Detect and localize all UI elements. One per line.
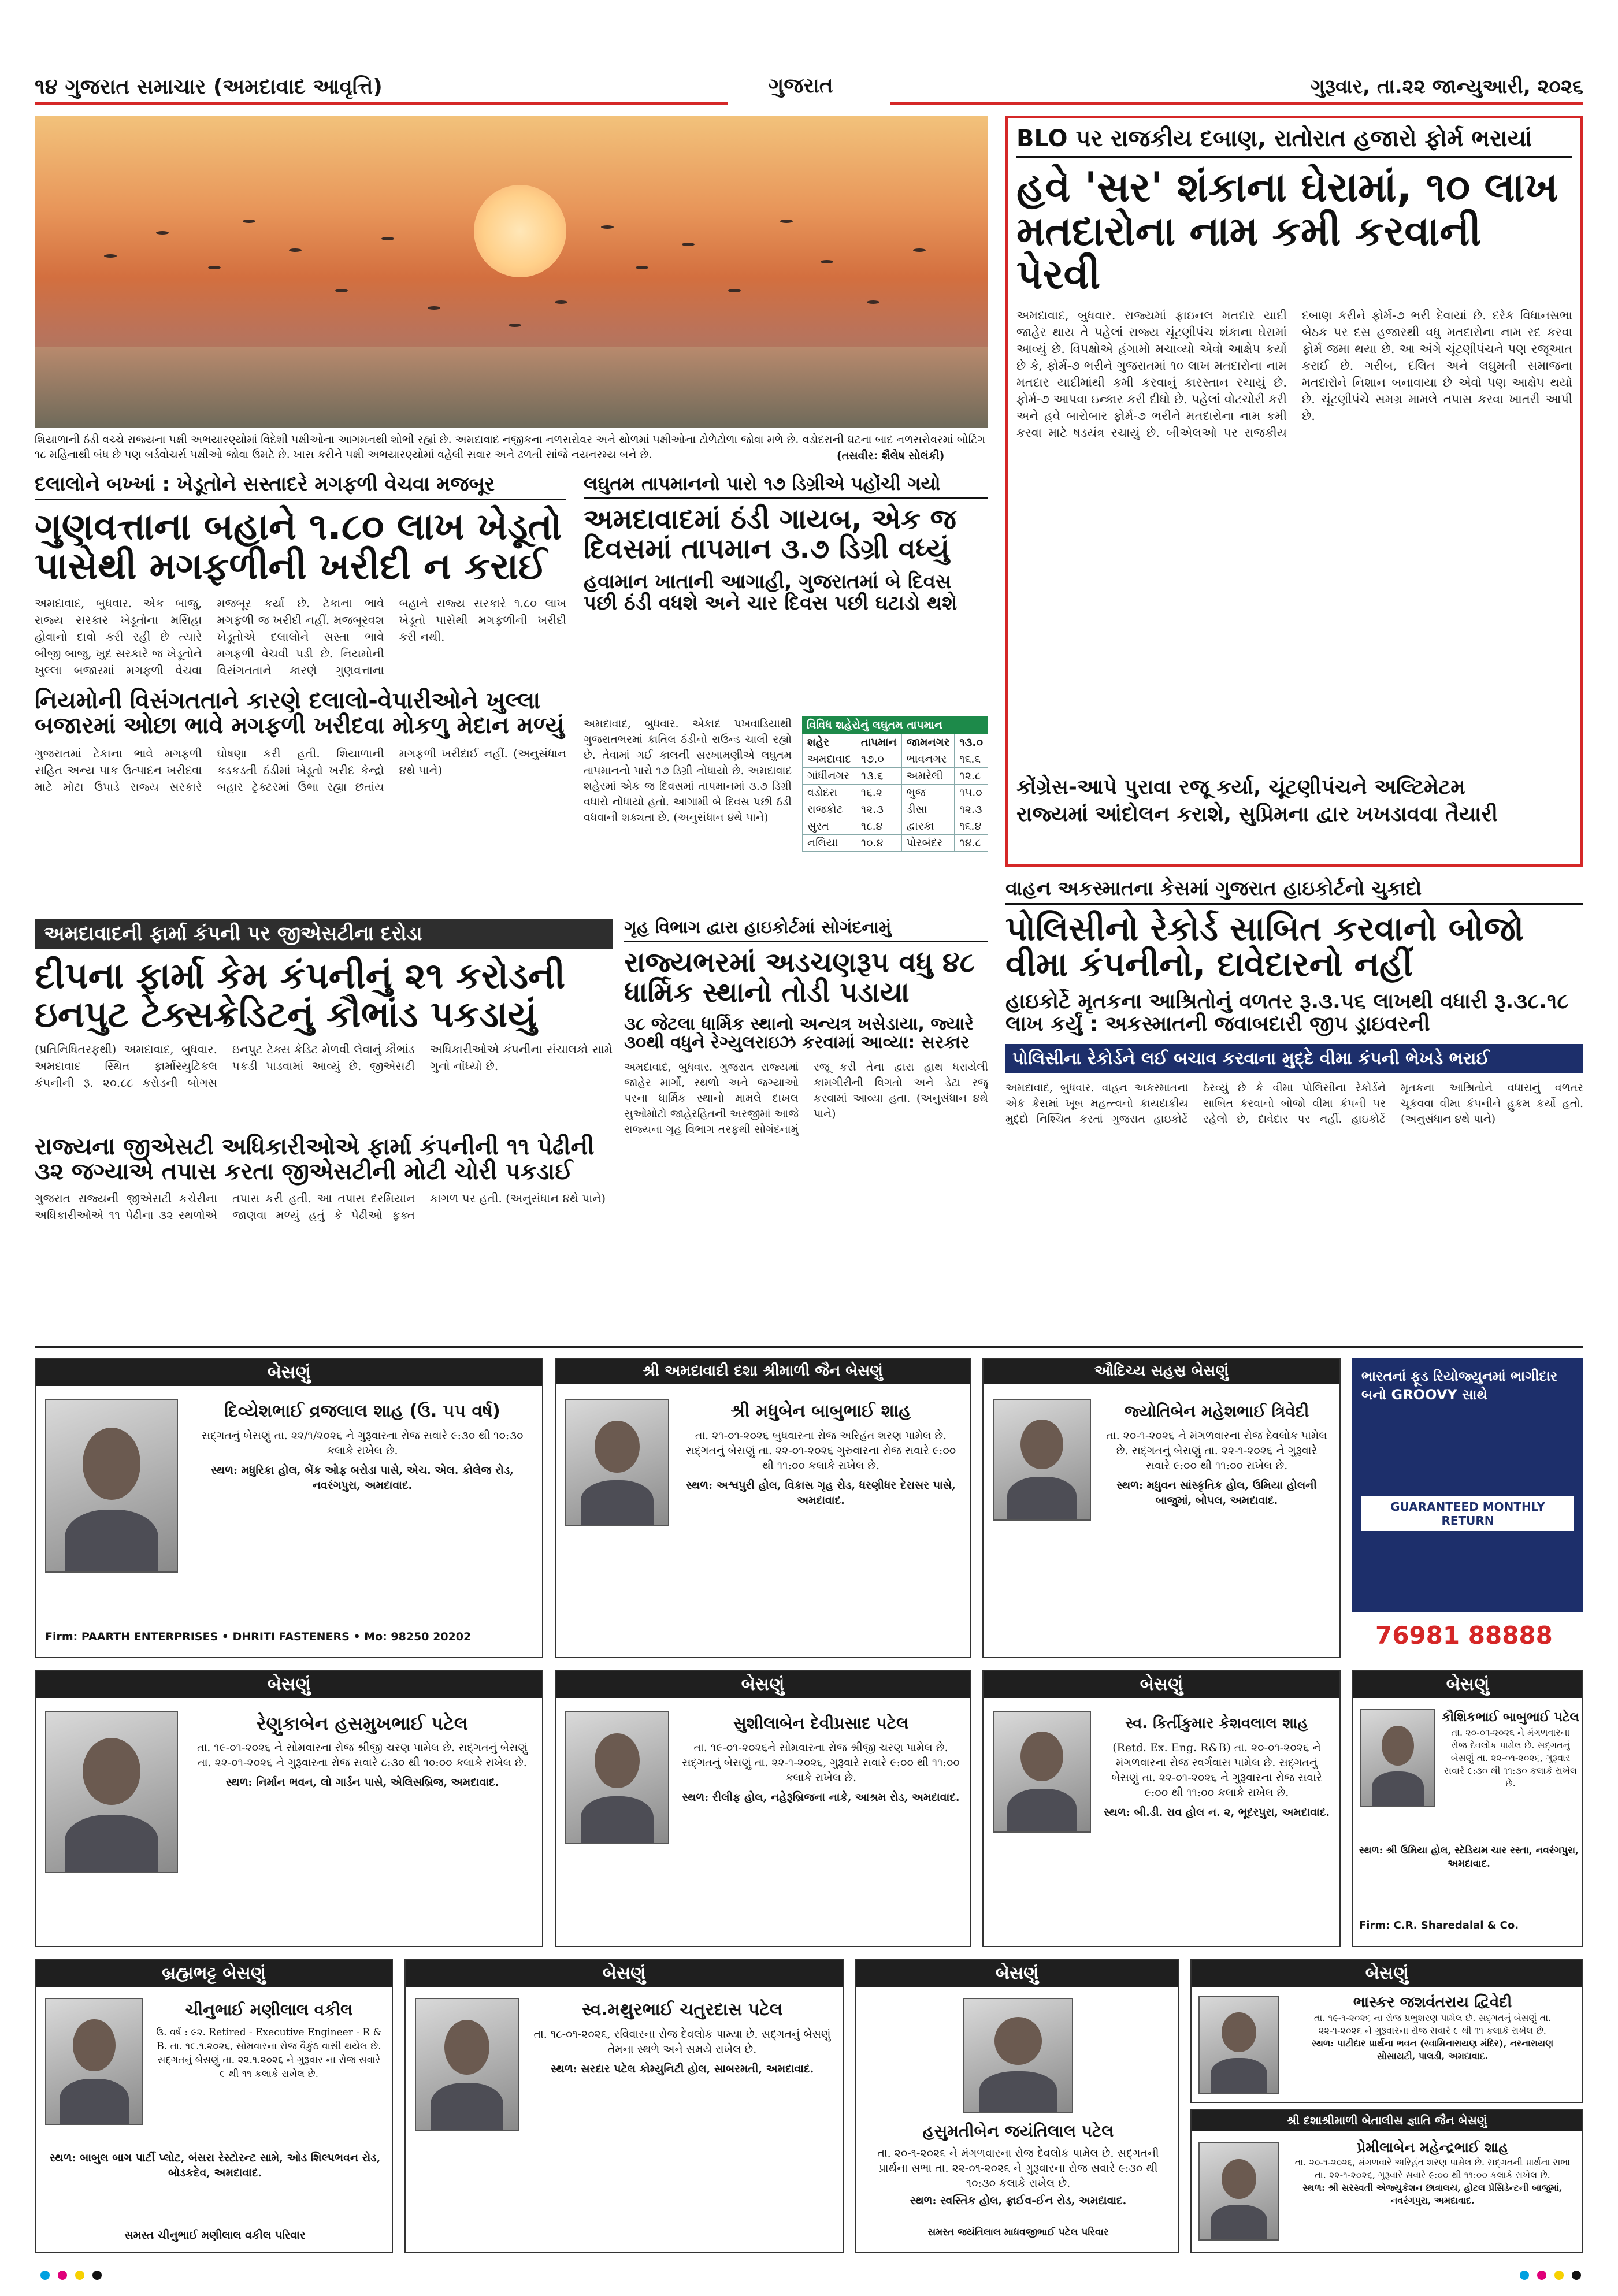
sun-image <box>474 185 566 277</box>
masthead <box>35 68 1583 103</box>
religious-subhead: ૩૮ જેટલા ધાર્મિક સ્થાનો અન્યત્ર ખસેડાયા, જ્યારે ૩૦થી વધુને રેગ્યુલરાઇઝ કરવામાં આવ્યા: સરકાર <box>624 1014 974 1053</box>
temperature-cell: ૧૫.૦ <box>955 785 988 801</box>
portrait-photo <box>993 1711 1091 1833</box>
masthead-bar-right <box>890 102 1583 105</box>
cold-kicker: લઘુતમ તાપમાનનો પારો ૧૭ ડિગ્રીએ પહોંચી ગયો <box>584 474 988 499</box>
obituary-card <box>555 1358 971 1658</box>
obituary-footer: Firm: PAARTH ENTERPRISES • DHRITI FASTENERS • Mo: 98250 20202 <box>45 1630 472 1643</box>
page-paper-title: ૧૪ ગુજરાત સમાચાર (અમદાવાદ આવૃત્તિ) <box>35 75 383 99</box>
groundnut-kicker: દલાલોને બખ્ખાં : ખેડૂતોને સસ્તાદરે મગફળી વેચવા મજબૂર <box>35 474 566 500</box>
ad-line-2: GUARANTEED MONTHLY RETURN <box>1361 1496 1574 1531</box>
obituary-footer: સમસ્ત જયંતિલાલ માધવજીભાઈ પટેલ પરિવાર <box>927 2227 1109 2238</box>
temperature-cell: ૧૪.૮ <box>955 835 988 852</box>
portrait-photo <box>1198 1996 1279 2094</box>
temperature-cell: ગાંધીનગર <box>803 768 856 785</box>
obituary-name: સ્વ. કિર્તીકુમાર કેશવલાલ શાહ <box>1125 1715 1308 1732</box>
temperature-cell: રાજકોટ <box>803 801 856 818</box>
blo-tag-2: રાજ્યમાં આંદોલન કરાશે, સુપ્રિમના દ્વાર ખખડાવવા તૈયારી <box>1016 802 1498 826</box>
portrait-photo <box>45 1998 143 2125</box>
obituary-name: કૌશિકભાઈ બાબુભાઈ પટેલ <box>1441 1710 1580 1725</box>
obituary-name: ચીનુભાઈ મણીલાલ વકીલ <box>185 2000 353 2019</box>
obituary-name: સુશીલાબેન દેવીપ્રસાદ પટેલ <box>733 1714 909 1733</box>
temperature-cell: ૧૨.૮ <box>955 768 988 785</box>
groundnut-subhead: નિયમોની વિસંગતતાને કારણે દલાલો-વેપારીઓને ખુલ્લા બજારમાં ઓછા ભાવે મગફળી ખરીદવા મોકળુ મેદાન મળ્યું <box>35 687 565 740</box>
temperature-cell: ૧૮.૪ <box>856 818 901 835</box>
temperature-cell: ૧૩.૬ <box>856 768 901 785</box>
obituary-head: શ્રી દશાશ્રીમાળી બેતાલીસ જ્ઞાતિ જૈન બેસણું <box>1192 2110 1582 2131</box>
obituary-card <box>855 1959 1179 2253</box>
temperature-table <box>802 716 988 852</box>
temperature-row <box>803 801 988 818</box>
portrait-photo <box>993 1399 1091 1521</box>
blo-tag-1: કોંગ્રેસ-આપે પુરાવા રજૂ કર્યા, ચૂંટણીપંચને અલ્ટિમેટમ <box>1016 775 1465 799</box>
portrait-photo <box>565 1399 669 1526</box>
temperature-table-title: વિવિધ શહેરોનું લઘુતમ તાપમાન <box>802 716 988 734</box>
temperature-cell: ૧૬.૪ <box>955 818 988 835</box>
temperature-cell: અમદાવાદ <box>803 751 856 768</box>
portrait-photo <box>963 1998 1073 2113</box>
obituary-head: બ્રહ્મભટ્ટ બેસણું <box>36 1960 392 1987</box>
obituary-card <box>1190 2109 1583 2253</box>
temperature-cell: શહેર <box>803 734 856 751</box>
groundnut-body: અમદાવાદ, બુધવાર. એક બાજુ, રાજ્ય સરકાર ખેડૂતોના મસિહા હોવાનો દાવો કરી રહી છે ત્યારે બીજી બાજુ, ખુદ સરકારે જ ખેડૂતોને ખુલ્લા બજારમાં મગફળી વેચવા મજબૂર કર્યા છે. ટેકાના ભાવે મગફળી જ ખરીદી નહીં. મજબૂરવશ ખેડૂતોએ દલાલોને સસ્તા ભાવે મગફળી વેચવી પડી છે. નિયમોની વિસંગતતાને કારણે ગુણવત્તાના બહાને રાજ્ય સરકારે ૧.૮૦ લાખ ખેડૂતો પાસેથી મગફળીની ખરીદી કરી નથી. <box>35 596 566 677</box>
ad-phone: 76981 88888 <box>1375 1621 1553 1649</box>
religious-story <box>624 919 988 1335</box>
religious-headline: રાજ્યભરમાં અડચણરૂપ વધુ ૪૮ ધાર્મિક સ્થાનો તોડી પડાયા <box>624 946 975 1009</box>
insurance-subhead: હાઇકોર્ટે મૃતકના આશ્રિતોનું વળતર રૂ.૩.૫૬ લાખથી વધારી રૂ.૩૮.૧૮ લાખ કર્યું : અકસ્માતની જવાબદારી જીપ ડ્રાઇવરની <box>1005 989 1569 1036</box>
insurance-kicker: વાહન અકસ્માતના કેસમાં ગુજરાત હાઇકોર્ટનો ચુકાદો <box>1005 878 1583 905</box>
temperature-cell: વડોદરા <box>803 785 856 801</box>
gst-kicker: અમદાવાદની ફાર્મા કંપની પર જીએસટીના દરોડા <box>35 919 613 949</box>
obituary-name: જ્યોતિબેન મહેશભાઈ ત્રિવેદી <box>1124 1402 1309 1421</box>
obituary-card <box>982 1670 1341 1947</box>
temperature-row <box>803 835 988 852</box>
temperature-cell: નલિયા <box>803 835 856 852</box>
obituary-text: તા. ૨૦-૧-૨૦૨૬, મંગળવારે અરિહંત શરણ પામેલ છે. સદ્‍ગતની પ્રાર્થના સભા તા. ૨૨-૧-૨૦૨૬, ગુરૂવારે સવારે ૯:૦૦ થી ૧૧:૦૦ કલાકે રાખેલ છે. <box>1294 2157 1571 2180</box>
blo-kicker: BLO પર રાજકીય દબાણ, રાતોરાત હજારો ફોર્મ ભરાયાં <box>1016 127 1572 158</box>
obituary-name: હસુમતીબેન જયંતિલાલ પટેલ <box>922 2122 1114 2141</box>
gst-body-2: ગુજરાત રાજ્યની જીએસટી કચેરીના અધિકારીઓએ ૧૧ પેઢીના ૩૨ સ્થળોએ તપાસ કરી હતી. આ તપાસ દરમિયાન જાણવા મળ્યું હતું કે પેઢીઓ ફક્ત કાગળ પર હતી. (અનુસંધાન ૪થે પાને) <box>35 1191 606 1223</box>
photo-caption: શિયાળાની ઠંડી વચ્ચે રાજ્યના પક્ષી અભયારણ્યોમાં વિદેશી પક્ષીઓના આગમનથી શોભી રહ્યાં છે. અમદાવાદ નજીકના નળસરોવર અને થોળમાં પક્ષીઓના ટોળેટોળા જોવા મળે છે. વડોદરાની ઘટના બાદ નળસરોવરમાં બોટિંગ ૧૮ મહિનાથી બંધ છે પણ બર્ડવોચર્સ પક્ષીઓ જોવા ઉમટે છે. ખાસ કરીને પક્ષી અભયારણ્યોમાં વહેલી સવાર અને ઢળતી સાંજે નયનરમ્ય બને છે. <box>35 433 986 461</box>
registration-dots-left <box>40 2271 102 2280</box>
obituary-head: બેસણું <box>36 1671 542 1698</box>
groundnut-body-2: ગુજરાતમાં ટેકાના ભાવે મગફળી સહિત અન્ય પાક ઉત્પાદન ખરીદવા માટે મોટા ઉપાડે રાજ્ય સરકારે ઘોષણા કરી હતી. શિયાળાની કડકડતી ઠંડીમાં ખેડૂતો ખરીદ કેન્દ્રો બહાર ટ્રેક્ટરમાં ઉભા રહ્યા છતાંય મગફળી ખરીદાઈ નહીં. (અનુસંધાન ૪થે પાને) <box>35 746 566 794</box>
obituary-place: સ્થળ: શ્રી ઉમિયા હોલ, સ્ટેડિયમ ચાર રસ્તા, નવરંગપુરા, અમદાવાદ. <box>1359 1845 1579 1870</box>
obituary-card <box>1352 1670 1583 1947</box>
obituary-place: સ્થળ: નિર્માન ભવન, લો ગાર્ડન પાસે, એલિસબ્રિજ, અમદાવાદ. <box>225 1776 499 1789</box>
temperature-row <box>803 768 988 785</box>
temperature-cell: દ્વારકા <box>901 818 955 835</box>
insurance-story <box>1005 878 1583 1340</box>
cold-body: અમદાવાદ, બુધવાર. એકાદ પખવાડિયાથી ગુજરાતભરમાં કાતિલ ઠંડીનો રાઉન્ડ ચાલી રહ્યો છે. તેવામાં ગઈ કાલની સરખામણીએ લઘુતમ તાપમાનનો પારો ૧૭ ડિગ્રી નોંધાયો છે. અમદાવાદ શહેરમાં એક જ દિવસમાં તાપમાનમાં ૩.૭ ડિગ્રી વધારો નોંધાયો હતો. આગામી બે દિવસ પછી ઠંડી વધવાની શક્યતા છે. (અનુસંધાન ૪થે પાને) <box>584 718 792 824</box>
temperature-cell: ૧૬.૬ <box>955 751 988 768</box>
temperature-table-grid <box>802 734 988 852</box>
cold-headline: અમદાવાદમાં ઠંડી ગાયબ, એક જ દિવસમાં તાપમાન ૩.૭ ડિગ્રી વધ્યું <box>584 503 956 566</box>
obituary-card <box>35 1959 393 2253</box>
registration-dots-right <box>1520 2271 1581 2280</box>
temperature-cell: ૧૩.૦ <box>955 734 988 751</box>
religious-kicker: ગૃહ વિભાગ દ્વારા હાઇકોર્ટમાં સોગંદનામું <box>624 919 988 942</box>
obituary-place: સ્થળ: સરદાર પટેલ કોમ્યુનિટી હોલ, સાબરમતી, અમદાવાદ. <box>550 2063 814 2075</box>
obituary-text: તા. ૨૦-૦૧-૨૦૨૬ ને મંગળવારના રોજ દેવલોક પામેલ છે. સદ્‍ગતનું બેસણું તા. ૨૨-૦૧-૨૦૨૬, ગુરૂવાર સવારે ૯:૩૦ થી ૧૧:૩૦ કલાકે રાખેલ છે. <box>1444 1727 1577 1789</box>
obituary-text: ઉ. વર્ષ : ૯૨. Retired - Executive Engineer - R & B. તા. ૧૯.૧.૨૦૨૬, સોમવારના રોજ વૈકુંઠ વાસી થયેલ છે. સદ્‍ગતનું બેસણું તા. ૨૨.૧.૨૦૨૬ ને ગુરૂવાર ના રોજ સવારે ૯ થી ૧૧ કલાકે રાખેલ છે. <box>156 2027 382 2080</box>
photo-credit: (તસવીર: શૈલેષ સોલંકી) <box>832 448 944 463</box>
obituary-place: સ્થળ: શ્રી સરસ્વતી એજ્યુકેશન છાત્રાલય, હોટલ પ્રેસિડેન્ટની બાજુમાં, નવરંગપુરા, અમદાવાદ. <box>1302 2182 1563 2206</box>
obituary-head: બેસણું <box>1353 1671 1582 1698</box>
obituary-head: બેસણું <box>984 1671 1339 1698</box>
obituary-card <box>35 1358 543 1658</box>
religious-body: અમદાવાદ, બુધવાર. ગુજરાત રાજ્યમાં જાહેર માર્ગો, સ્થળો અને જગ્યાઓ પરના ધાર્મિક સ્થાનો મામલે દાખલ સુઓમોટો જાહેરહિતની અરજીમાં આજે રાજ્યના ગૃહ વિભાગ તરફથી સોગંદનામું રજૂ કરી તેના દ્વારા હાથ ધરાયેલી કામગીરીની વિગતો અને ડેટા રજૂ કરવામાં આવ્યા હતા. (અનુસંધાન ૪થે પાને) <box>624 1060 988 1136</box>
obituary-head: શ્રી અમદાવાદી દશા શ્રીમાળી જૈન બેસણું <box>556 1359 970 1384</box>
obituary-text: તા. ૧૯-૦૧-૨૦૨૬ ને સોમવારના રોજ શ્રીજી ચરણ પામેલ છે. સદ્‍ગતનું બેસણું તા. ૨૨-૦૧-૨૦૨૬ ને ગુરૂવારના રોજ સવારે ૮:૩૦ થી ૧૦:૦૦ કલાકે રાખેલ છે. <box>197 1741 528 1769</box>
obituary-head: બેસણું <box>856 1960 1178 1987</box>
groovy-ad[interactable] <box>1352 1358 1583 1658</box>
cold-story <box>584 474 988 913</box>
ad-line-1: ભારતનાં ફૂડ રિયોજ્યુનમાં ભાગીદાર બનો GROOVY સાથે <box>1361 1368 1558 1403</box>
obituary-head: ઔદિચ્ય સહસ્ર બેસણું <box>984 1359 1339 1384</box>
obituary-place: સ્થળ: બાબુલ બાગ પાર્ટી પ્લોટ, બંસરા રેસ્ટોરન્ટ સામે, ઓડ શિલ્પભવન રોડ, બોડકદેવ, અમદાવાદ. <box>49 2152 381 2179</box>
obituary-text: સદ્‍ગતનું બેસણું તા. ૨૨/૧/૨૦૨૬ ને ગુરૂવારના રોજ સવારે ૯:૩૦ થી ૧૦:૩૦ કલાકે રાખેલ છે. <box>201 1429 524 1457</box>
obituary-head: બેસણું <box>36 1359 542 1386</box>
obituary-card <box>555 1670 971 1947</box>
temperature-cell: ભુજ <box>901 785 955 801</box>
obituary-text: (Retd. Ex. Eng. R&B) તા. ૨૦-૦૧-૨૦૨૬ ને મંગળવારના રોજ સ્વર્ગવાસ પામેલ છે. સદ્‍ગતનું બેસણું તા. ૨૨-૦૧-૨૦૨૬ ને ગુરૂવારના રોજ સવારે ૯:૦૦ થી ૧૧:૦૦ કલાકે રાખેલ છે. <box>1111 1741 1322 1799</box>
section-title: ગુજરાત <box>769 74 833 98</box>
temperature-row <box>803 751 988 768</box>
obituary-text: તા. ૨૧-૦૧-૨૦૨૬ બુધવારના રોજ અરિહંત શરણ પામેલ છે. સદ્‍ગતનું બેસણું તા. ૨૨-૦૧-૨૦૨૬ ગુરુવારના રોજ સવારે ૯:૦૦ થી ૧૧:૦૦ કલાકે રાખેલ છે. <box>685 1429 956 1472</box>
temperature-cell: તાપમાન <box>856 734 901 751</box>
temperature-cell: અમરેલી <box>901 768 955 785</box>
temperature-cell: ૧૦.૪ <box>856 835 901 852</box>
temperature-row <box>803 818 988 835</box>
portrait-photo <box>45 1399 178 1573</box>
obituary-text: તા. ૨૦-૧-૨૦૨૬ ને મંગળવારના રોજ દેવલોક પામેલ છે. સદ્‍ગતની પ્રાર્થના સભા તા. ૨૨-૦૧-૨૦૨૬ ને ગુરૂવારના રોજ સવારે ૯:૩૦ થી ૧૦:૩૦ કલાકે રાખેલ છે. <box>877 2147 1159 2190</box>
temperature-cell: ૧૨.૩ <box>955 801 988 818</box>
temperature-row <box>803 734 988 751</box>
gst-subhead: રાજ્યના જીએસટી અધિકારીઓએ ફાર્મા કંપનીની ૧૧ પેઢીની ૩૨ જગ્યાએ તપાસ કરતા જીએસટીની મોટી ચોરી પકડાઈ <box>35 1133 595 1186</box>
obituary-head: બેસણું <box>1192 1960 1582 1987</box>
blo-headline: હવે 'સર' શંકાના ઘેરામાં, ૧૦ લાખ મતદારોના નામ કમી કરવાની પેરવી <box>1016 164 1558 299</box>
insurance-body: અમદાવાદ, બુધવાર. વાહન અકસ્માતના એક કેસમાં ખૂબ મહત્ત્વનો કાયદાકીય મુદ્દો નિશ્ચિત કરતાં ગુજરાત હાઇકોર્ટે ઠેરવ્યું છે કે વીમા પોલિસીના રેકોર્ડને સાબિત કરવાનો બોજો વીમા કંપની પર રહેલો છે, દાવેદાર પર નહીં. હાઇકોર્ટે મૃતકના આશ્રિતોને વધારાનું વળતર ચૂકવવા વીમા કંપનીને હુકમ કર્યો હતો. (અનુસંધાન ૪થે પાને) <box>1005 1081 1583 1125</box>
obituary-name: ભાસ્કર જશવંતરાય દ્વિવેદી <box>1353 1994 1512 2011</box>
obituary-name: દિવ્યેશભાઈ વ્રજલાલ શાહ (ઉ. ૫૫ વર્ષ) <box>224 1401 500 1421</box>
page-date: ગુરૂવાર, તા.૨૨ જાન્યુઆરી, ૨૦૨૬ <box>1311 75 1583 98</box>
obituary-place: સ્થળ: મધુરિકા હોલ, બેંક ઓફ બરોડા પાસે, એચ. એલ. કોલેજ રોડ, નવરંગપુરા, અમદાવાદ. <box>211 1464 514 1492</box>
portrait-photo <box>415 1998 519 2131</box>
temperature-cell: ભાવનગર <box>901 751 955 768</box>
temperature-cell: સુરત <box>803 818 856 835</box>
obituary-place: સ્થળ: અશ્વપુરી હોલ, વિકાસ ગૃહ રોડ, ધરણીધર દેરાસર પાસે, અમદાવાદ. <box>686 1479 956 1507</box>
portrait-photo <box>1360 1709 1435 1807</box>
blo-story-box <box>1005 116 1583 867</box>
obituary-card <box>35 1670 543 1947</box>
temperature-cell: ૧૨.૩ <box>856 801 901 818</box>
gst-headline: દીપના ફાર્મા કેમ કંપનીનું ૨૧ કરોડની ઇનપુટ ટેક્સક્રેડિટનું કૌભાંડ પકડાયું <box>35 954 566 1035</box>
obituary-text: તા. ૧૯-૦૧-૨૦૨૬ને સોમવારના રોજ શ્રીજી ચરણ પામેલ છે. સદ્‍ગતનું બેસણું તા. ૨૨-૧-૨૦૨૬, ગુરૂવારે સવારે ૯:૦૦ થી ૧૧:૦૦ કલાકે રાખેલ છે. <box>682 1741 960 1784</box>
groundnut-story <box>35 474 566 913</box>
temperature-cell: ડીસા <box>901 801 955 818</box>
obituary-text: તા. ૧૮-૦૧-૨૦૨૬, રવિવારના રોજ દેવલોક પામ્યા છે. સદ્‍ગતનું બેસણું તેમના સ્થળે અને સમયે રાખેલ છે. <box>533 2028 831 2056</box>
masthead-bar <box>35 102 728 105</box>
obituary-divider <box>35 1346 1583 1348</box>
obituary-place: સ્થળ: રીલીફ હોલ, નહેરૂબ્રિજના નાકે, આશ્રમ રોડ, અમદાવાદ. <box>682 1791 960 1804</box>
water-band <box>35 347 988 428</box>
obituary-footer: Firm: C.R. Sharedalal & Co. <box>1359 1919 1519 1931</box>
temperature-cell: પોરબંદર <box>901 835 955 852</box>
gst-body: (પ્રતિનિધિતરફથી) અમદાવાદ, બુધવાર. અમદાવાદ સ્થિત ફાર્માસ્યુટિકલ કંપનીની રૂ. ૨૦.૮૮ કરોડની બોગસ ઇનપુટ ટેક્સ ક્રેડિટ મેળવી લેવાનું કૌભાંડ પકડી પાડવામાં આવ્યું છે. જીએસટી અધિકારીઓએ કંપનીના સંચાલકો સામે ગુનો નોંધ્યો છે. <box>35 1042 613 1090</box>
groundnut-headline: ગુણવત્તાના બહાને ૧.૮૦ લાખ ખેડૂતો પાસેથી મગફળીની ખરીદી ન કરાઈ <box>35 505 562 588</box>
temperature-cell: જામનગર <box>901 734 955 751</box>
obituary-name: રેણુકાબેન હસમુખભાઈ પટેલ <box>257 1712 468 1734</box>
obituary-head: બેસણું <box>406 1960 843 1987</box>
cold-body-wrap <box>584 716 792 907</box>
obituary-name: સ્વ.મથુરભાઈ ચતુરદાસ પટેલ <box>581 2000 783 2020</box>
obituary-text: તા. ૨૦-૧-૨૦૨૬ ને મંગળવારના રોજ દેવલોક પામેલ છે. સદ્‍ગતનું બેસણું તા. ૨૨-૧-૨૦૨૬ ને ગુરૂવારે સવારે ૯:૦૦ થી ૧૧:૦૦ રાખેલ છે. <box>1106 1429 1327 1472</box>
obituary-card <box>404 1959 844 2253</box>
obituary-card <box>1190 1959 1583 2103</box>
temperature-cell: ૧૭.૦ <box>856 751 901 768</box>
obituary-name: પ્રેમીલાબેન મહેન્દ્રભાઈ શાહ <box>1356 2139 1509 2156</box>
insurance-headline: પોલિસીનો રેકોર્ડ સાબિત કરવાનો બોજો વીમા કંપનીનો, દાવેદારનો નહીં <box>1005 908 1524 984</box>
cold-subhead: હવામાન ખાતાની આગાહી, ગુજરાતમાં બે દિવસ પછી ઠંડી વધશે અને ચાર દિવસ પછી ઘટાડો થશે <box>584 570 958 615</box>
gst-story <box>35 919 613 1335</box>
obituary-head: બેસણું <box>556 1671 970 1698</box>
temperature-cell: ૧૬.૨ <box>856 785 901 801</box>
blo-body: અમદાવાદ, બુધવાર. રાજ્યમાં ફાઇનલ મતદાર યાદી જાહેર થાય તે પહેલાં રાજ્ય ચૂંટણીપંચ શંકાના ઘેરામાં આવ્યું છે. વિપક્ષોએ હંગામો મચાવ્યો એવો આક્ષેપ કર્યો છે કે, ફોર્મ-૭ ભરીને ગુજરાતમાં ૧૦ લાખ મતદારોના નામ મતદાર યાદીમાંથી કમી કરવાનું કારસ્તાન રચાયું છે. ફોર્મ-૭ આપવા ઇન્કાર કરી દીધો છે. પહેલાં વોટચોરી કરી અને હવે બારોબાર ફોર્મ-૭ ભરીને મતદારોના નામ કમી કરવા માટે ષડયંત્ર રચાયું છે. બીએલઓ પર રાજકીય દબાણ કરીને ફોર્મ-૭ ભરી દેવાયાં છે. દરેક વિધાનસભા બેઠક પર દસ હજારથી વધુ મતદારોના નામ રદ કરવા ફોર્મ જમા થયા છે. આ અંગે ચૂંટણીપંચને પણ રજૂઆત કરાઈ છે. ગરીબ, દલિત અને લઘુમતી સમાજના મતદારોને નિશાન બનાવાયા છે એવો પણ આક્ષેપ થયો છે. ચૂંટણીપંચે સમગ્ર મામલે તપાસ કરવા ખાતરી આપી છે. <box>1016 308 1572 440</box>
obituary-name: શ્રી મધુબેન બાબુભાઈ શાહ <box>730 1401 911 1421</box>
obituary-place: સ્થળ: બી.ડી. રાવ હોલ ન. ૨, ભૂદરપુરા, અમદાવાદ. <box>1104 1806 1330 1819</box>
obituary-place: સ્થળ: પાટીદાર પ્રાર્થના ભવન (સ્વામિનારાયણ મંદિર), નરનારાયણ સોસાયટી, પાલડી, અમદાવાદ. <box>1311 2038 1554 2061</box>
flamingo-photo <box>35 116 988 428</box>
portrait-photo <box>1198 2142 1279 2241</box>
insurance-band: પોલિસીના રેકોર્ડને લઈ બચાવ કરવાના મુદ્દે વીમા કંપની ભેખડે ભરાઈ <box>1005 1044 1583 1073</box>
obituary-footer: સમસ્ત ચીનુભાઈ મણીલાલ વકીલ પરિવાર <box>124 2229 306 2242</box>
obituary-place: સ્થળ: સ્વસ્તિક હોલ, ફ્રાઈવ-ઈન રોડ, અમદાવાદ. <box>910 2194 1127 2207</box>
temperature-row <box>803 785 988 801</box>
portrait-photo <box>45 1711 178 1873</box>
obituary-text: તા. ૧૯-૧-૨૦૨૬ ના રોજ પ્રભુશરણ પામેલ છે. સદ્‍ગતનું બેસણું તા. ૨૨-૧-૨૦૨૬ ને ગુરૂવારના રોજ સવારે ૯ થી ૧૧ કલાકે રાખેલ છે. <box>1313 2012 1552 2036</box>
obituary-card <box>982 1358 1341 1658</box>
obituary-place: સ્થળ: મધુવન સાંસ્કૃતિક હોલ, ઉમિયા હોલની બાજુમાં, બોપલ, અમદાવાદ. <box>1116 1479 1317 1507</box>
portrait-photo <box>565 1711 669 1844</box>
